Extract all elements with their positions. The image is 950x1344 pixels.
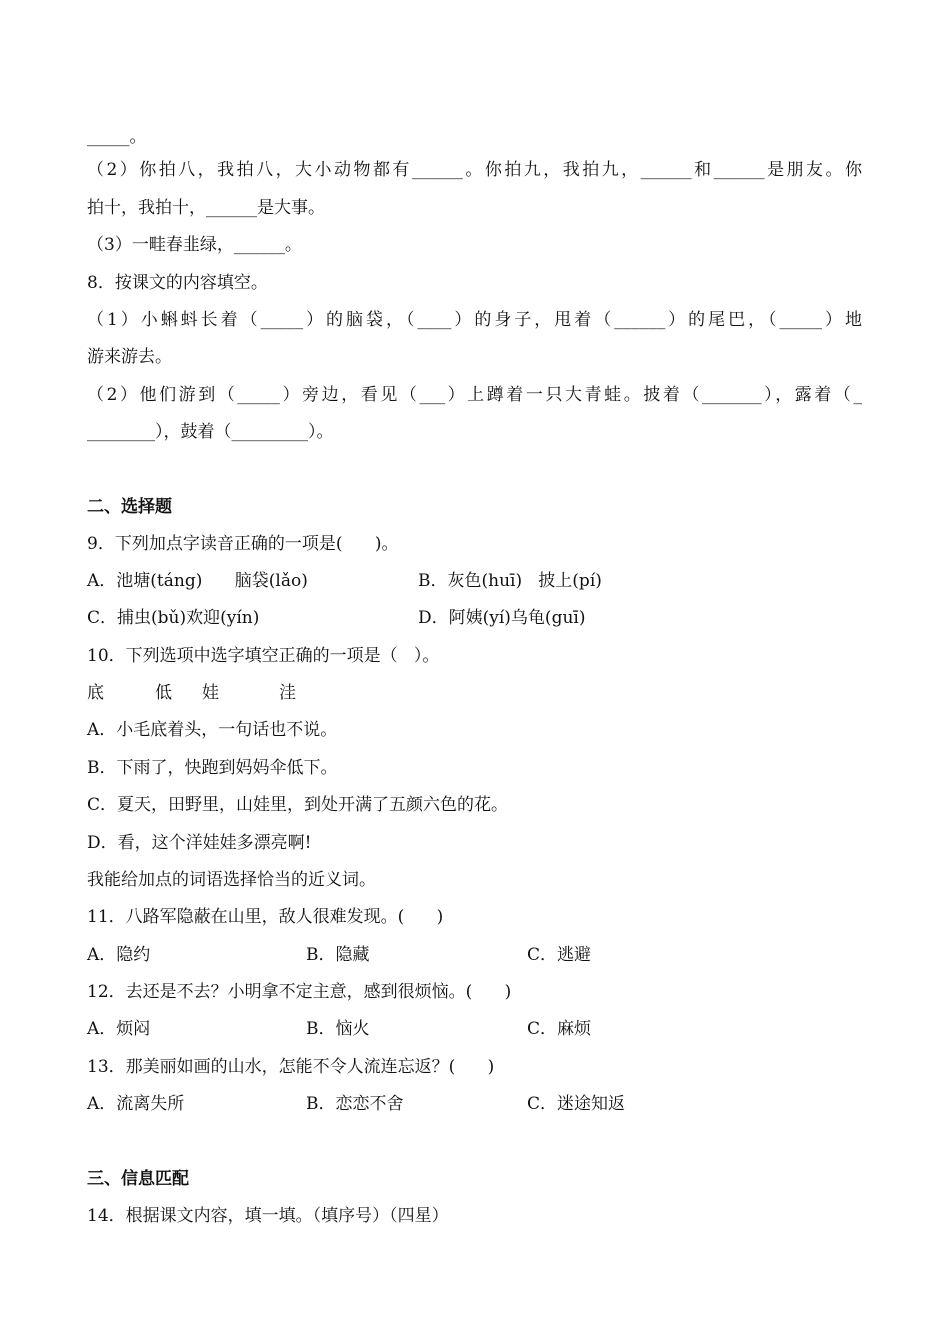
q12-option-a: A．烦闷 xyxy=(87,1019,151,1039)
q11-option-c: C．逃避 xyxy=(527,945,592,965)
q8-title: 8．按课文的内容填空。 xyxy=(87,273,268,293)
q11-title: 11．八路军隐蔽在山里，敌人很难发现。( ) xyxy=(87,907,444,927)
q11-option-a: A．隐约 xyxy=(87,945,151,965)
section-heading-matching: 三、信息匹配 xyxy=(87,1169,189,1189)
q9-option-c: C．捕虫(bǔ)欢迎(yín) xyxy=(87,608,260,628)
q10-word: 洼 xyxy=(279,683,296,703)
q14-title: 14．根据课文内容，填一填。（填序号）（四星） xyxy=(87,1206,449,1226)
q9-title: 9．下列加点字读音正确的一项是( )。 xyxy=(87,534,399,554)
q10-word: 娃 xyxy=(202,683,219,703)
q9-option-b: B．灰色(huī) 披上(pí) xyxy=(418,571,602,591)
q12-option-c: C．麻烦 xyxy=(527,1019,592,1039)
q8-line4: ________），鼓着（_________）。 xyxy=(87,422,334,442)
q13-title: 13．那美丽如画的山水，怎能不令人流连忘返？( ) xyxy=(87,1057,495,1077)
q8-line3: （2）他们游到（_____）旁边，看见（___）上蹲着一只大青蛙。披着（_______），露着（_ xyxy=(87,385,862,405)
q9-option-a: A．池塘(táng) 脑袋(lǎo) xyxy=(87,571,308,591)
q12-option-b: B．恼火 xyxy=(306,1019,370,1039)
q7-line2: 拍十，我拍十，______是大事。 xyxy=(87,198,325,218)
q8-line1: （1）小蝌蚪长着（_____）的脑袋，（____）的身子，甩着（______）的尾巴，（_____）地 xyxy=(87,310,862,330)
q13-option-a: A．流离失所 xyxy=(87,1094,185,1114)
q10-option-c: C．夏天，田野里，山娃里，到处开满了五颜六色的花。 xyxy=(87,795,509,815)
q9-option-d: D．阿姨(yí)乌龟(guī) xyxy=(418,608,586,628)
q7-line3: （3）一畦春韭绿，______。 xyxy=(87,235,302,255)
q7-line1: （2）你拍八，我拍八，大小动物都有______。你拍九，我拍九，______和______是朋友。你 xyxy=(87,160,862,180)
q11-option-b: B．隐藏 xyxy=(306,945,370,965)
section-heading-choice: 二、选择题 xyxy=(87,497,172,517)
q10-option-b: B．下雨了，快跑到妈妈伞低下。 xyxy=(87,758,338,778)
q10-title: 10．下列选项中选字填空正确的一项是（ ）。 xyxy=(87,646,440,666)
q13-option-c: C．迷途知返 xyxy=(527,1094,626,1114)
q10-option-a: A．小毛底着头，一句话也不说。 xyxy=(87,720,338,740)
q10-word: 底 xyxy=(87,683,104,703)
q12-title: 12．去还是不去？小明拿不定主意，感到很烦恼。( ) xyxy=(87,982,512,1002)
q10-option-d: D．看，这个洋娃娃多漂亮啊! xyxy=(87,833,312,853)
q7-line0: _____。 xyxy=(87,127,147,147)
q13-option-b: B．恋恋不舍 xyxy=(306,1094,404,1114)
q8-line2: 游来游去。 xyxy=(87,347,172,367)
q10-word: 低 xyxy=(155,683,172,703)
synonym-intro: 我能给加点的词语选择恰当的近义词。 xyxy=(87,870,376,890)
